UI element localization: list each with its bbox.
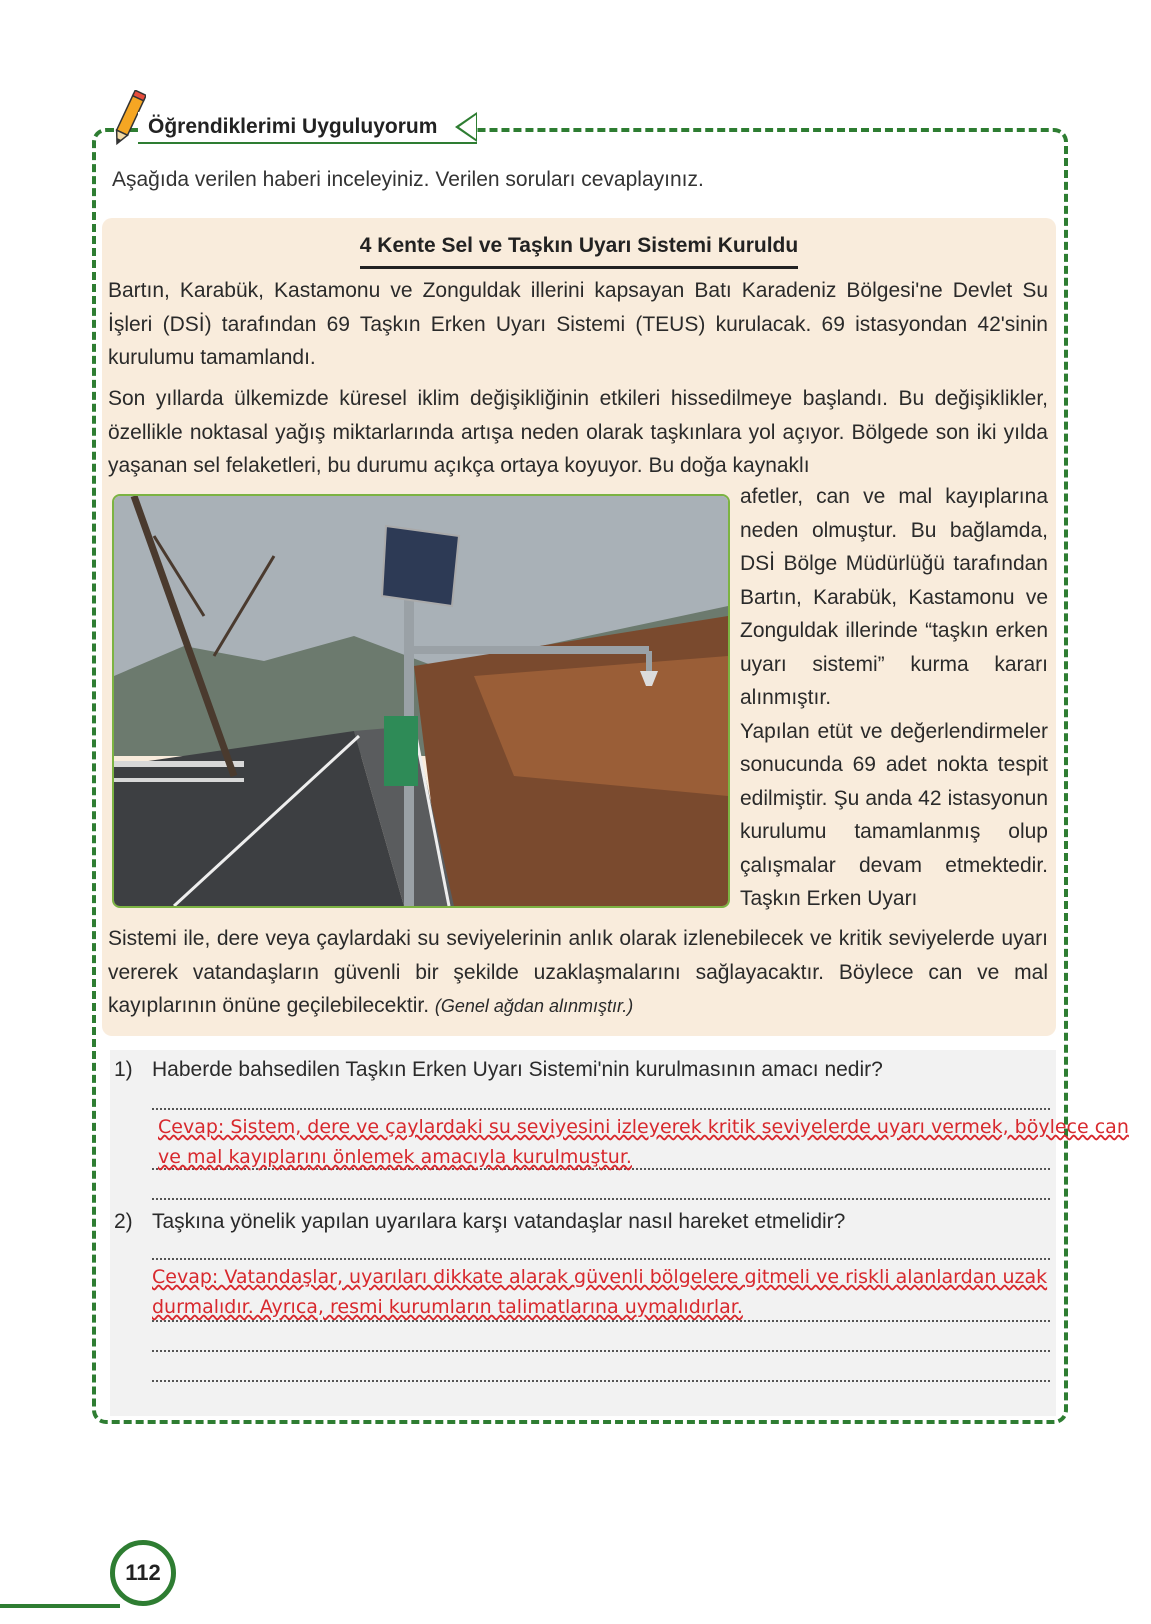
- answer-2-line-1: Cevap: Vatandaşlar, uyarıları dikkate alarak güvenli bölgelere gitmeli ve riskli alanlardan uzak: [152, 1266, 1048, 1288]
- news-paragraph-4: [108, 922, 1048, 1024]
- news-paragraph-1: Bartın, Karabük, Kastamonu ve Zonguldak illerini kapsayan Batı Karadeniz Bölgesi'ne Devlet Su İşleri (DSİ) tarafından 69 Taşkın Erken Uyarı Sistemi (TEUS) kurulacak. 69 istasyondan 42'sinin kurulumu tamamlandı.: [108, 279, 1048, 369]
- answer-line[interactable]: [152, 1108, 1050, 1110]
- news-paragraph-2: Son yıllarda ülkemizde küresel iklim değişikliğinin etkileri hissedilmeye başlandı. Bu değişiklikler, özellikle noktasal yağış miktarlarında artışa neden olarak taşkınlara yol açıyor. Bölgede son iki yılda yaşanan sel felaketleri, bu durumu açıkça ortaya koyuyor. Bu doğa kaynaklı: [108, 387, 1048, 477]
- title-arrow-decoration: [455, 112, 477, 142]
- answer-2-line-2: durmalıdır. Ayrıca, resmi kurumların talimatlarına uymalıdırlar.: [152, 1296, 743, 1318]
- question-text: Haberde bahsedilen Taşkın Erken Uyarı Sistemi'nin kurulmasının amacı nedir?: [152, 1058, 883, 1081]
- answer-line[interactable]: [152, 1380, 1050, 1382]
- section-title-text: Öğrendiklerimi Uyguluyorum: [148, 115, 438, 138]
- flood-station-photo: [112, 494, 730, 908]
- answer-1-line-2: ve mal kayıplarını önlemek amacıyla kurulmuştur.: [158, 1146, 632, 1168]
- page-number: 112: [110, 1540, 176, 1606]
- question-number: 2): [114, 1210, 133, 1233]
- question-number: 1): [114, 1058, 133, 1081]
- answer-1-line-1: Cevap: Sistem, dere ve çaylardaki su seviyesini izleyerek kritik seviyelerde uyarı vermek, böylece can: [158, 1116, 1129, 1138]
- instruction-text: Aşağıda verilen haberi inceleyiniz. Verilen soruları cevaplayınız.: [112, 168, 704, 191]
- page-footer-line: [0, 1604, 120, 1608]
- flood-station-illustration: [114, 496, 728, 906]
- news-title: [102, 234, 1056, 269]
- news-paragraph-3b: Yapılan etüt ve değerlendirmeler sonucunda 69 adet nokta tespit edilmiştir. Şu anda 42 istasyonun kurulumu tamamlanmış olup çalışmalar devam etmektedir. Taşkın Erken Uyarı: [740, 719, 1048, 910]
- question-2: [114, 1210, 845, 1234]
- question-1: [114, 1058, 883, 1082]
- news-paragraph-3: [740, 480, 1048, 916]
- answer-line[interactable]: [152, 1320, 1050, 1322]
- question-text: Taşkına yönelik yapılan uyarılara karşı vatandaşlar nasıl hareket etmelidir?: [152, 1210, 846, 1233]
- section-title: [138, 112, 477, 144]
- answer-line[interactable]: [152, 1258, 1050, 1260]
- news-source: (Genel ağdan alınmıştır.): [434, 996, 634, 1016]
- answer-line[interactable]: [152, 1350, 1050, 1352]
- news-title-text: 4 Kente Sel ve Taşkın Uyarı Sistemi Kuruldu: [360, 234, 798, 269]
- answer-line[interactable]: [152, 1168, 1050, 1170]
- news-paragraph-3a: afetler, can ve mal kayıplarına neden olmuştur. Bu bağlamda, DSİ Bölge Müdürlüğü tarafından Bartın, Karabük, Kastamonu ve Zonguldak illerinde “taşkın erken uyarı sistemi” kurma kararı alınmıştır.: [740, 485, 1048, 709]
- answer-line[interactable]: [152, 1198, 1050, 1200]
- news-paragraph-4-text: Sistemi ile, dere veya çaylardaki su seviyelerinin anlık olarak izlenebilecek ve kritik seviyelerde uyarı vererek vatandaşların güvenli bir şekilde uzaklaşmalarını sağlayacaktır. Böylece can ve mal kayıplarının önüne geçilebilecektir.: [108, 927, 1048, 1017]
